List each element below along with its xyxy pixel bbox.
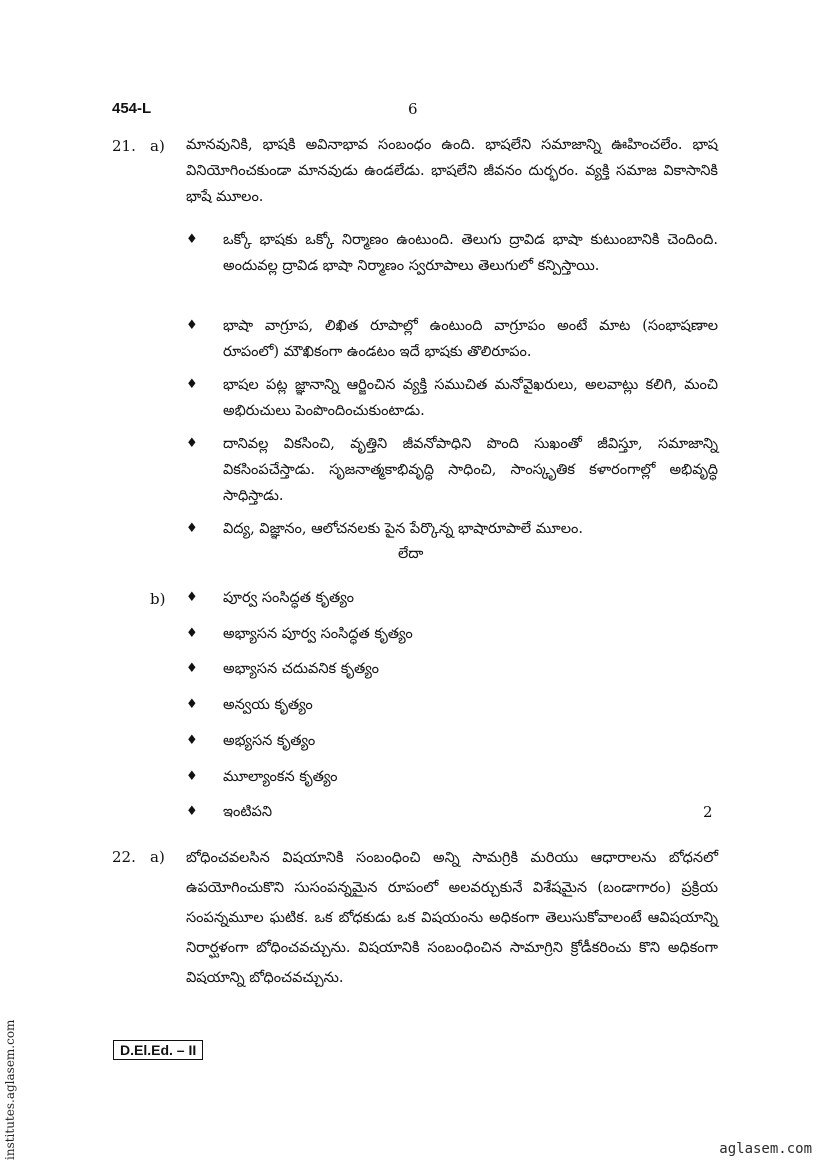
question-21-b-item-7: ఇంటిపని: [223, 804, 273, 820]
question-22-number: 22.: [112, 848, 136, 866]
bullet-icon: ♦: [186, 769, 198, 784]
question-21-a-bullet-3: భాషల పట్ల జ్ఞానాన్ని ఆర్జించిన వ్యక్తి సముచిత మనోవైఖరులు, అలవాట్లు కలిగి, మంచి అభిరుచులు పెంపొందించుకుంటాడు.: [223, 377, 718, 419]
bullet-icon: ♦: [186, 232, 198, 247]
bottom-watermark: aglasem.com: [719, 1141, 812, 1157]
question-21-a-bullet-1: ఒక్కో భాషకు ఒక్కో నిర్మాణం ఉంటుంది. తెలుగు ద్రావిడ భాషా కుటుంబానికి చెందింది. అందువల్ల ద్రావిడ భాషా నిర్మాణం స్వరూపాలు తెలుగులో కన్పిస్తాయి.: [223, 232, 718, 274]
bullet-icon: ♦: [186, 733, 198, 748]
bullet-icon: ♦: [186, 626, 198, 641]
question-21-b-item-6: మూల్యాంకన కృత్యం: [223, 769, 338, 785]
bullet-icon: ♦: [186, 436, 198, 451]
question-21-a-bullet-4: దానివల్ల వికసించి, వృత్తిని జీవనోపాధిని పొంది సుఖంతో జీవిస్తూ, సమాజాన్ని వికసింపచేస్తాడు. సృజనాత్మకాభివృద్ధి సాధించి, సాంస్కృతిక కళారంగాల్లో అభివృద్ధి సాధిస్తాడు.: [223, 436, 718, 504]
question-21-a-bullet-5: విద్య, విజ్ఞానం, ఆలోచనలకు పైన పేర్కొన్న భాషారూపాలే మూలం.: [223, 521, 583, 537]
bullet-icon: ♦: [186, 697, 198, 712]
bullet-icon: ♦: [186, 590, 198, 605]
question-21-a-intro: మానవునికి, భాషకి అవినాభావ సంబంధం ఉంది. భాషలేని సమాజాన్ని ఊహించలేం. భాష వినియోగించకుండా మానవుడు ఉండలేడు. భాషలేని జీవనం దుర్భరం. వ్యక్తి సమాజ వికాసానికి భాషే మూలం.: [186, 137, 718, 205]
question-21-b-item-2: అభ్యాసన పూర్వ సంసిద్ధత కృత్యం: [223, 626, 413, 642]
question-21-b-item-4: అన్వయ కృత్యం: [223, 697, 313, 713]
question-21-b-item-5: అభ్యసన కృత్యం: [223, 733, 316, 749]
page-number: 6: [408, 100, 418, 118]
side-watermark: institutes.aglasem.com: [3, 1019, 17, 1160]
bullet-icon: ♦: [186, 377, 198, 392]
bullet-icon: ♦: [186, 804, 198, 819]
bullet-icon: ♦: [186, 521, 198, 536]
question-code: 454-L: [112, 100, 152, 117]
course-label: D.El.Ed. – II: [113, 1040, 203, 1060]
question-22-a-text: బోధించవలసిన విషయానికి సంబంధించి అన్ని సామగ్రికి మరియు ఆధారాలను బోధనలో ఉపయోగించుకొని సుసంపన్నమైన రూపంలో అలవర్చుకునే విశేషమైన (బండాగారం) ప్రక్రియ సంపన్నమూల ఘటిక. ఒక బోధకుడు ఒక విషయంను అధికంగా తెలుసుకోవాలంటే ఆవిషయాన్ని నిరార్ఘళంగా బోధించవచ్చును. విషయానికి సంబంధించిన సామాగ్రిని క్రోడీకరించు కొని అధికంగా విషయాన్ని బోధించవచ్చును.: [186, 850, 718, 986]
question-21-a-bullet-2: భాషా వాగ్రూప, లిఖిత రూపాల్లో ఉంటుంది వాగ్రూపం అంటే మాట (సంభాషణాల రూపంలో) మౌఖికంగా ఉండటం ఇదే భాషకు తొలిరూపం.: [223, 318, 718, 360]
question-21-b-item-1: పూర్వ సంసిద్ధత కృత్యం: [223, 590, 354, 606]
question-22-part-a-label: a): [150, 848, 165, 866]
marks: 2: [703, 803, 713, 821]
bullet-icon: ♦: [186, 661, 198, 676]
or-separator: లేదా: [398, 546, 424, 562]
question-21-b-item-3: అభ్యాసన చదువనిక కృత్యం: [223, 661, 379, 677]
question-21-part-b-label: b): [150, 590, 166, 608]
question-21-number: 21.: [112, 137, 136, 155]
bullet-icon: ♦: [186, 318, 198, 333]
question-21-part-a-label: a): [150, 137, 165, 155]
